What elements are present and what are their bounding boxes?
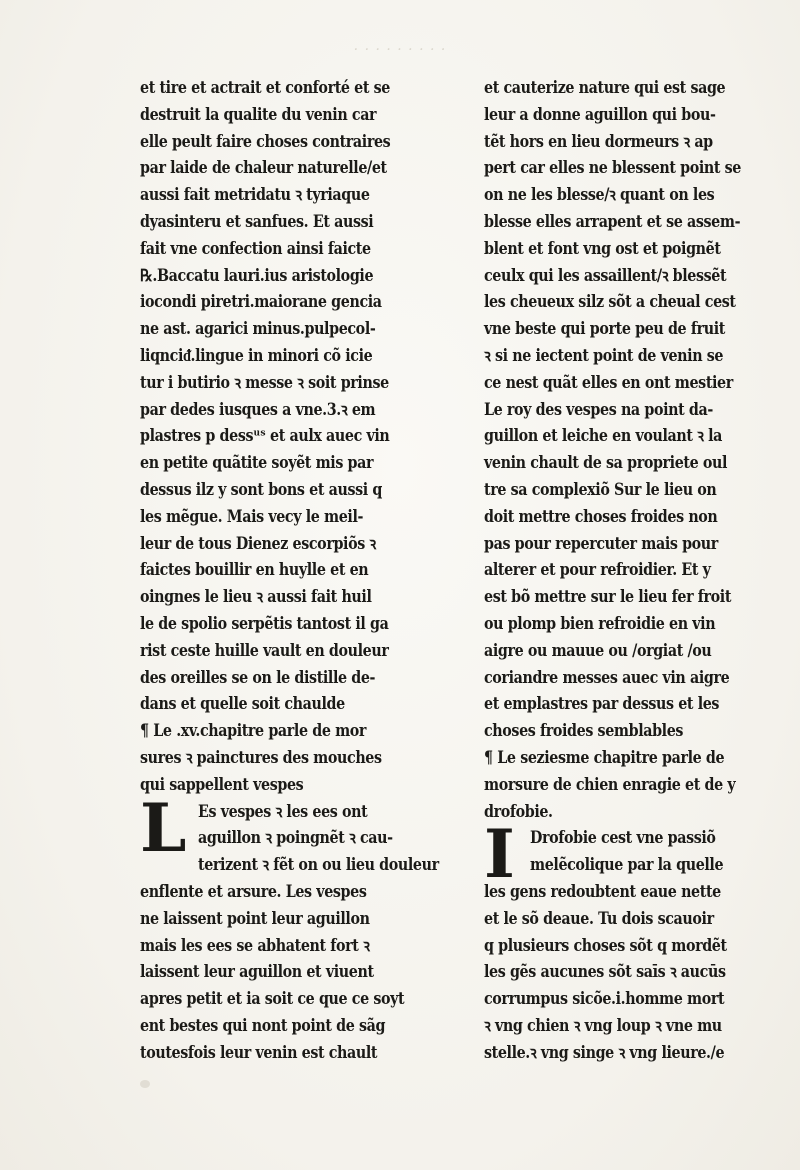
text-line: toutesfois leur venin est chault — [140, 1041, 378, 1062]
text-line: leur de tous Dienez escorpiõs ꝛ — [140, 532, 376, 553]
text-line: morsure de chien enragie et de y — [484, 773, 736, 794]
text-line: et cauterize nature qui est sage — [484, 77, 726, 97]
text-line: et emplastres par dessus et les — [484, 693, 720, 714]
text-line: dessus ilz y sont bons et aussi q — [140, 478, 382, 499]
text-line: on ne les blesse/ꝛ quant on les — [484, 184, 715, 205]
text-line: tre sa complexiõ Sur le lieu on — [484, 478, 717, 499]
text-line: ꝛ vng chien ꝛ vng loup ꝛ vne mu — [484, 1014, 722, 1035]
text-line: corrumpus sicõe.i.homme mort — [484, 988, 725, 1009]
text-line: le de spolio serpẽtis tantost il ga — [140, 612, 389, 633]
text-line: pas pour repercuter mais pour — [484, 532, 718, 553]
text-line: Le roy des vespes na point da- — [484, 398, 713, 419]
text-line: tur i butirio ꝛ messe ꝛ soit prinse — [140, 371, 389, 392]
left-text-block-after — [140, 878, 462, 1066]
left-drop-cap: L — [140, 788, 187, 867]
text-line: fait vne confection ainsi faicte — [140, 237, 371, 258]
text-line: liqnciᵭ.lingue in minori cõ icie — [140, 344, 373, 365]
text-line: laissent leur aguillon et viuent — [140, 961, 374, 982]
text-line: et tire et actrait et conforté et se — [140, 77, 390, 97]
text-line: doit mettre choses froides non — [484, 505, 718, 526]
text-line: elle peult faire choses contraires — [140, 130, 391, 151]
text-line: ¶ Le seziesme chapitre parle de — [484, 746, 725, 767]
text-line: ou plomp bien refroidie en vin — [484, 612, 716, 633]
text-line: faictes bouillir en huylle et en — [140, 559, 369, 580]
text-line: en petite quãtite soyẽt mis par — [140, 452, 374, 473]
text-line: dyasinteru et sanfues. Et aussi — [140, 210, 374, 231]
text-line: les cheueux silz sõt a cheual cest — [484, 291, 736, 312]
text-line: les gẽs aucunes sõt saīs ꝛ aucūs — [484, 961, 726, 982]
text-line: aguillon ꝛ poingnẽt ꝛ cau- — [198, 827, 393, 848]
text-line: Es vespes ꝛ les ees ont — [198, 800, 368, 821]
left-column — [140, 74, 462, 1065]
text-line: stelle.ꝛ vng singe ꝛ vng lieure./e — [484, 1041, 725, 1062]
text-line: des oreilles se on le distille de- — [140, 666, 376, 687]
text-line: les mẽgue. Mais vecy le meil- — [140, 505, 364, 526]
text-line: ce nest quãt elles en ont mestier — [484, 371, 733, 392]
text-line: par laide de chaleur naturelle/et — [140, 157, 387, 178]
text-line: enflente et arsure. Les vespes — [140, 880, 367, 901]
text-line: les gens redoubtent eaue nette — [484, 880, 721, 901]
text-line: rist ceste huille vault en douleur — [140, 639, 389, 660]
text-line: ent bestes qui nont point de sãg — [140, 1014, 386, 1035]
right-drop-cap: I — [484, 815, 515, 894]
text-line: iocondi piretri.maiorane gencia — [140, 291, 382, 312]
text-line: drofobie. — [484, 800, 553, 821]
text-line: ꝛ si ne iectent point de venin se — [484, 344, 724, 365]
text-line: melẽcolique par la quelle — [530, 854, 724, 875]
text-line: guillon et leiche en voulant ꝛ la — [484, 425, 723, 446]
text-line: tẽt hors en lieu dormeurs ꝛ ap — [484, 130, 713, 151]
text-line: ceulx qui les assaillent/ꝛ blessẽt — [484, 264, 727, 285]
text-line: est bõ mettre sur le lieu fer froit — [484, 586, 732, 607]
text-line: apres petit et ia soit ce que ce soyt — [140, 988, 405, 1009]
text-line: Drofobie cest vne passiõ — [530, 827, 716, 848]
text-line: alterer et pour refroidier. Et y — [484, 559, 711, 580]
text-line: destruit la qualite du venin car — [140, 103, 377, 124]
right-column — [484, 74, 796, 1065]
text-line: leur a donne aguillon qui bou- — [484, 103, 716, 124]
text-line: dans et quelle soit chaulde — [140, 693, 345, 714]
text-line: qui sappellent vespes — [140, 773, 304, 794]
text-line: oingnes le lieu ꝛ aussi fait huil — [140, 586, 372, 607]
text-line: blent et font vng ost et poignẽt — [484, 237, 721, 258]
text-line: mais les ees se abhatent fort ꝛ — [140, 934, 370, 955]
running-head-show-through: · · · · · · · · · — [353, 42, 447, 58]
ink-stain — [140, 1080, 150, 1088]
text-line: choses froides semblables — [484, 720, 684, 741]
text-line: ¶ Le .xv.chapitre parle de mor — [140, 720, 367, 741]
text-line: terizent ꝛ fẽt on ou lieu douleur — [198, 854, 439, 875]
text-line: aussi fait metridatu ꝛ tyriaque — [140, 184, 370, 205]
right-text-block — [484, 74, 796, 824]
left-drop-cap-block — [140, 788, 462, 878]
text-line: coriandre messes auec vin aigre — [484, 666, 730, 687]
text-line: et le sõ deaue. Tu dois scauoir — [484, 907, 714, 928]
right-text-block-after — [484, 878, 796, 1066]
text-line: par dedes iusques a vne.3.ꝛ em — [140, 398, 376, 419]
left-text-block — [140, 74, 462, 798]
text-line: q plusieurs choses sõt q mordẽt — [484, 934, 727, 955]
text-line: blesse elles arrapent et se assem- — [484, 210, 741, 231]
text-line: ne laissent point leur aguillon — [140, 907, 370, 928]
text-line: plastres p dessᵘˢ et aulx auec vin — [140, 425, 390, 446]
text-line: ℞.Baccatu lauri.ius aristologie — [140, 264, 374, 285]
text-line: vne beste qui porte peu de fruit — [484, 318, 725, 339]
text-line: venin chault de sa propriete oul — [484, 452, 728, 473]
text-line: sures ꝛ painctures des mouches — [140, 746, 382, 767]
text-line: pert car elles ne blessent point se — [484, 157, 741, 178]
text-line: ne ast. agarici minus.pulpecol- — [140, 318, 376, 339]
text-line: aigre ou mauue ou /orgiat /ou — [484, 639, 712, 660]
